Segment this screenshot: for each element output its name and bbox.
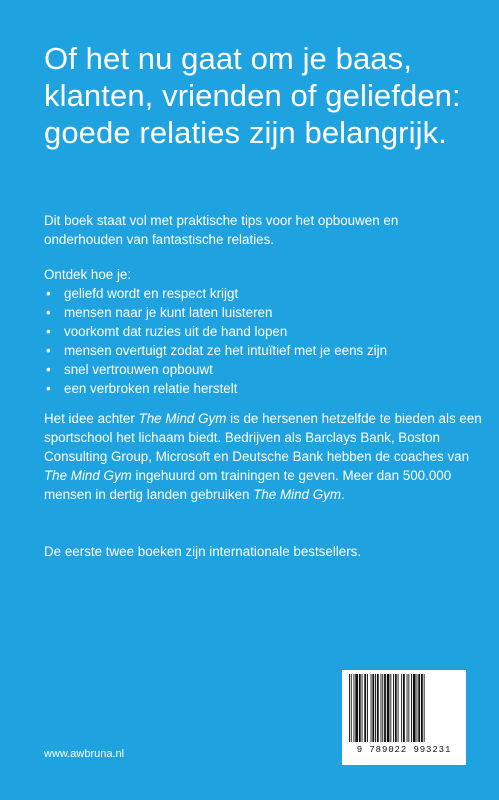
list-item: • mensen overtuigt zodat ze het intuïtief met je eens zijn [46, 343, 388, 358]
list-item: • een verbroken relatie herstelt [46, 381, 238, 396]
benefits-list [44, 284, 464, 398]
barcode [342, 670, 466, 765]
list-item: • geliefd wordt en respect krijgt [46, 286, 239, 301]
intro-text: Dit boek staat vol met praktische tips voor het opbouwen en onderhouden van fantastische relaties. [44, 213, 399, 247]
list-item: • mensen naar je kunt laten luisteren [46, 305, 273, 320]
benefits-section [44, 265, 464, 398]
bullet-icon: • [46, 343, 51, 358]
bullet-icon: • [46, 324, 51, 339]
bullet-icon: • [46, 305, 51, 320]
list-item: • snel vertrouwen opbouwt [46, 362, 213, 377]
bullet-icon: • [46, 362, 51, 377]
book-title: The Mind Gym [138, 411, 227, 426]
barcode-icon [347, 674, 461, 744]
headline: Of het nu gaat om je baas, klanten, vrienden of geliefden: goede relaties zijn belangrijk. [44, 41, 461, 150]
bullet-icon: • [46, 286, 51, 301]
publisher-website: www.awbruna.nl [44, 748, 125, 760]
isbn-number: 9 789022 993231 [356, 745, 452, 755]
list-item: • voorkomt dat ruzies uit de hand lopen [46, 324, 288, 339]
closing-line: De eerste twee boeken zijn internationale bestsellers. [44, 544, 362, 559]
body-paragraph: Het idee achter The Mind Gym is de hersenen hetzelfde te bieden als een sportschool het lichaam biedt. Bedrijven als Barclays Bank, Boston Consulting Group, Microsoft en Deutsche Bank hebben de coaches van The Mind Gym ingehuurd om trainingen te geven. Meer dan 500.000 mensen in dertig landen gebruiken The Mind Gym. [44, 411, 482, 502]
list-heading: Ontdek hoe je: [44, 267, 132, 282]
bullet-icon: • [46, 381, 51, 396]
book-title: The Mind Gym [253, 487, 341, 502]
book-title: The Mind Gym [44, 468, 132, 483]
